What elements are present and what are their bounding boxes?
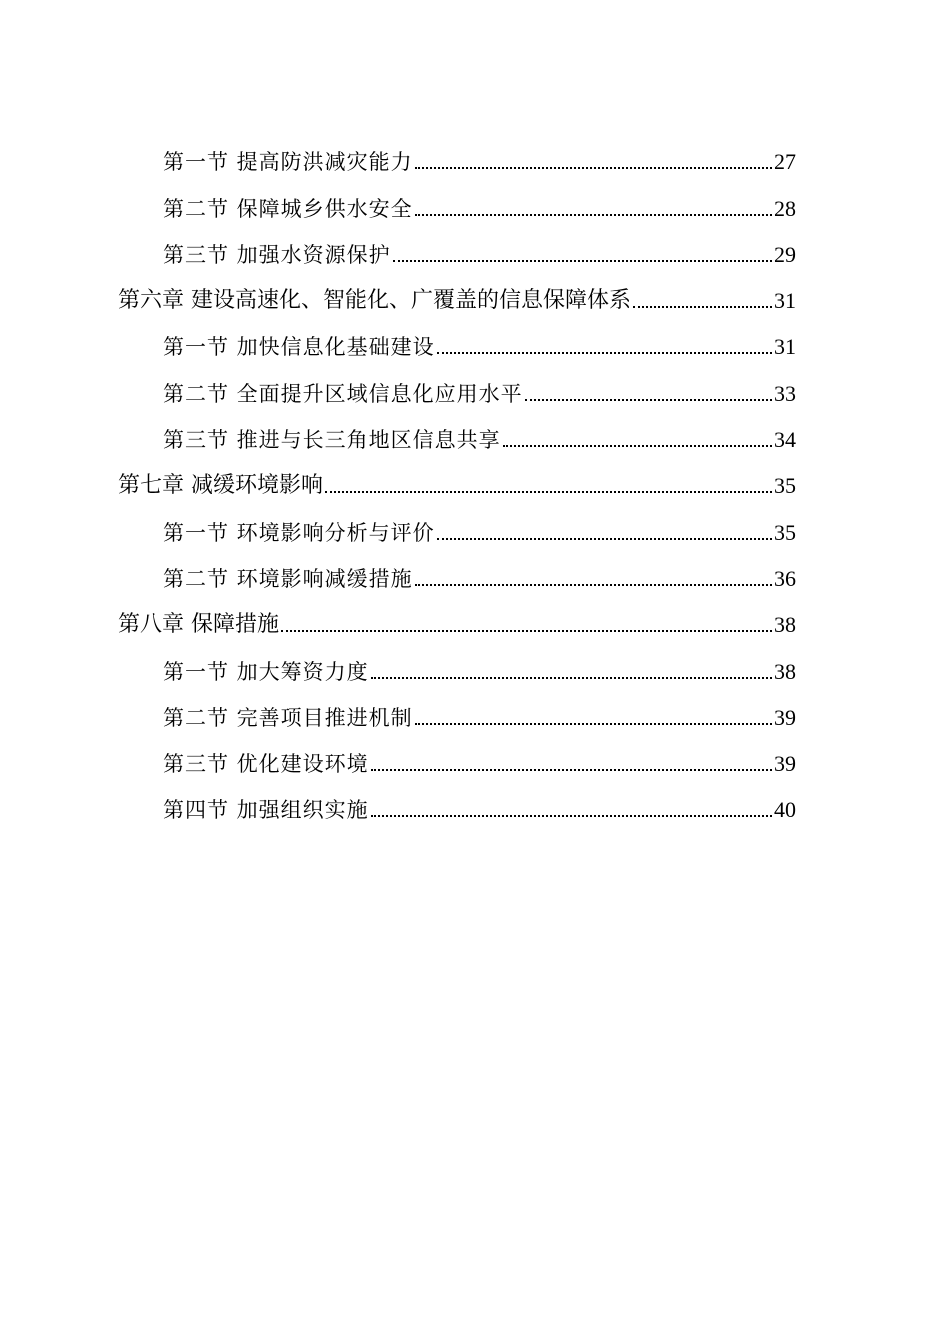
toc-entry-title: 第八章 保障措施 (118, 612, 279, 638)
toc-page-number: 35 (774, 519, 796, 545)
toc-entry-title: 第一节 环境影响分析与评价 (163, 520, 435, 545)
toc-page-number: 33 (774, 380, 796, 406)
toc-page-number: 39 (774, 704, 796, 730)
toc-dot-leader (371, 814, 772, 817)
toc-dot-leader (415, 722, 772, 725)
toc-dot-leader (371, 768, 772, 771)
toc-dot-leader (437, 351, 772, 354)
toc-page-number: 40 (774, 797, 796, 823)
toc-dot-leader (415, 213, 772, 216)
toc-dot-leader (525, 398, 772, 401)
toc-page-number: 38 (774, 612, 796, 638)
toc-entry-title: 第六章 建设高速化、智能化、广覆盖的信息保障体系 (118, 288, 631, 314)
toc-entry-title: 第二节 保障城乡供水安全 (163, 196, 413, 221)
toc-dot-leader (437, 537, 772, 540)
toc-entry-section[interactable] (118, 735, 796, 781)
toc-entry-title: 第七章 减缓环境影响 (118, 473, 323, 499)
toc-entry-title: 第三节 优化建设环境 (163, 752, 369, 777)
toc-page-number: 36 (774, 565, 796, 591)
toc-page-number: 31 (774, 334, 796, 360)
toc-page-number: 27 (774, 149, 796, 175)
toc-page-number: 35 (774, 473, 796, 499)
toc-entry-section[interactable] (118, 226, 796, 272)
toc-dot-leader (633, 305, 772, 308)
toc-entry-title: 第三节 加强水资源保护 (163, 242, 391, 267)
toc-entry-chapter[interactable] (118, 596, 796, 642)
toc-dot-leader (393, 259, 772, 262)
toc-page-number: 28 (774, 195, 796, 221)
toc-entry-section[interactable] (118, 550, 796, 596)
toc-entry-title: 第一节 加大筹资力度 (163, 659, 369, 684)
toc-entry-section[interactable] (118, 642, 796, 688)
toc-entry-section[interactable] (118, 179, 796, 225)
toc-page-number: 31 (774, 288, 796, 314)
toc-dot-leader (325, 490, 772, 493)
toc-entry-section[interactable] (118, 133, 796, 179)
toc-entry-section[interactable] (118, 503, 796, 549)
toc-entry-title: 第二节 环境影响减缓措施 (163, 566, 413, 591)
toc-dot-leader (415, 166, 772, 169)
toc-entry-title: 第一节 提高防洪减灾能力 (163, 150, 413, 175)
toc-entry-section[interactable] (118, 318, 796, 364)
toc-entry-title: 第三节 推进与长三角地区信息共享 (163, 428, 501, 453)
toc-page-number: 38 (774, 658, 796, 684)
table-of-contents (118, 133, 796, 827)
toc-dot-leader (281, 629, 772, 632)
toc-entry-section[interactable] (118, 781, 796, 827)
toc-entry-title: 第二节 全面提升区域信息化应用水平 (163, 381, 523, 406)
toc-entry-section[interactable] (118, 364, 796, 410)
toc-entry-title: 第四节 加强组织实施 (163, 798, 369, 823)
toc-page-number: 39 (774, 751, 796, 777)
toc-page-number: 34 (774, 427, 796, 453)
toc-dot-leader (503, 444, 772, 447)
toc-dot-leader (371, 676, 772, 679)
toc-entry-title: 第二节 完善项目推进机制 (163, 705, 413, 730)
toc-entry-title: 第一节 加快信息化基础建设 (163, 335, 435, 360)
toc-entry-chapter[interactable] (118, 272, 796, 318)
toc-entry-chapter[interactable] (118, 457, 796, 503)
toc-page-number: 29 (774, 241, 796, 267)
toc-dot-leader (415, 583, 772, 586)
toc-entry-section[interactable] (118, 411, 796, 457)
toc-entry-section[interactable] (118, 689, 796, 735)
